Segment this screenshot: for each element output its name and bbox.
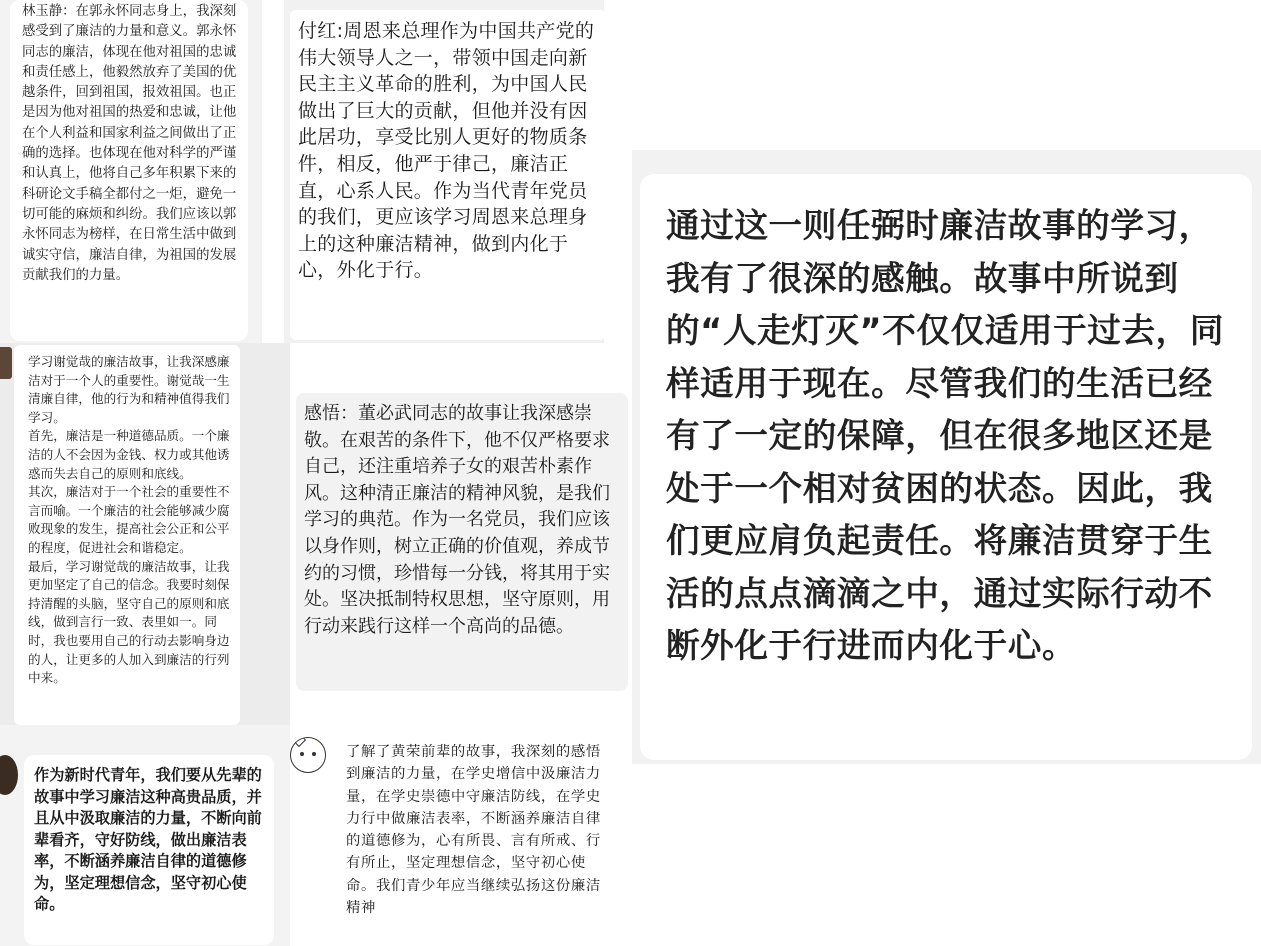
message-text: 了解了黄荣前辈的故事，我深刻的感悟到廉洁的力量，在学史增信中汲廉洁力量，在学史崇德中守廉洁防线，在学史力行中做廉洁表率，不断涵养廉洁自律的道德修为，心有所畏、言有所戒、行有所止，坚定理想信念，坚守初心使命。我们青少年应当继续弘扬这份廉洁精神 xyxy=(346,744,601,917)
message-text: 作为新时代青年，我们要从先辈的故事中学习廉洁这种高贵品质，并且从中汲取廉洁的力量，不断向前辈看齐，守好防线，做出廉洁表率，不断涵养廉洁自律的道德修为，坚定理想信念，坚守初心使命。 xyxy=(34,766,262,913)
chat-screenshot-huang-rong xyxy=(290,725,610,946)
message-bubble xyxy=(290,10,604,340)
message-bubble xyxy=(338,733,608,946)
message-text: 付红:周恩来总理作为中国共产党的伟大领导人之一，带领中国走向新民主主义革命的胜利，为中国人民做出了巨大的贡献，但他并没有因此居功，享受比别人更好的物质条件，相反，他严于律己，廉洁正直，心系人民。作为当代青年党员的我们，更应该学习周恩来总理身上的这种廉洁精神，做到内化于心，外化于行。 xyxy=(298,20,595,282)
cat-ear-icon xyxy=(292,737,306,747)
message-bubble xyxy=(14,345,240,725)
message-bubble xyxy=(10,0,248,341)
chat-screenshot-ren-bishi xyxy=(632,150,1261,764)
message-bubble xyxy=(24,755,274,945)
message-text: 学习谢觉哉的廉洁故事，让我深感廉洁对于一个人的重要性。谢觉哉一生清廉自律，他的行为和精神值得我们学习。 首先，廉洁是一种道德品质。一个廉洁的人不会因为金钱、权力或其他诱惑而失去自己的原则和底线。 其次，廉洁对于一个社会的重要性不言而喻。一个廉洁的社会能够减少腐败现象的发生，提高社会公正和公平的程度，促进社会和谐稳定。 最后，学习谢觉哉的廉洁故事，让我更加坚定了自己的信念。我要时刻保持清醒的头脑，坚守自己的原则和底线，做到言行一致、表里如一。同时，我也要用自己的行动去影响身边的人，让更多的人加入到廉洁的行列中来。 xyxy=(28,354,230,686)
cat-eye-icon xyxy=(312,752,316,756)
avatar[interactable] xyxy=(0,347,12,379)
message-bubble xyxy=(640,174,1252,760)
cat-eye-icon xyxy=(300,752,304,756)
bow-icon xyxy=(317,737,326,744)
cat-avatar-icon[interactable] xyxy=(290,737,326,773)
chat-screenshot-dong-biwu xyxy=(290,343,632,725)
message-text: 感悟：董必武同志的故事让我深感崇敬。在艰苦的条件下，他不仅严格要求自己，还注重培养子女的艰苦朴素作风。这种清正廉洁的精神风貌，是我们学习的典范。作为一名党员，我们应该以身作则，树立正确的价值观，养成节约的习惯，珍惜每一分钱，将其用于实处。坚决抵制特权思想，坚守原则，用行动来践行这样一个高尚的品德。 xyxy=(304,403,610,637)
bubble-tail xyxy=(640,232,643,248)
message-bubble xyxy=(296,393,628,691)
chat-screenshot-new-era-youth xyxy=(0,725,290,946)
message-text: 通过这一则任弼时廉洁故事的学习，我有了很深的感触。故事中所说到的“人走灯灭”不仅仅适用于过去，同样适用于现在。尽管我们的生活已经有了一定的保障，但在很多地区还是处于一个相对贫困的状态。因此，我们更应肩负起责任。将廉洁贯穿于生活的点点滴滴之中，通过实际行动不断外化于行进而内化于心。 xyxy=(666,206,1225,665)
chat-screenshot-xie-juezai xyxy=(0,343,290,725)
avatar[interactable] xyxy=(0,755,18,795)
chat-screenshot-zhou-enlai xyxy=(284,0,604,343)
chat-screenshot-guo-yonghuai xyxy=(0,0,262,343)
message-text: 林玉静：在郭永怀同志身上，我深刻感受到了廉洁的力量和意义。郭永怀同志的廉洁，体现在他对祖国的忠诚和责任感上，他毅然放弃了美国的优越条件，回到祖国，报效祖国。也正是因为他对祖国的热爱和忠诚，让他在个人利益和国家利益之间做出了正确的选择。也体现在他对科学的严谨和认真上，他将自己多年积累下来的科研论文手稿全都付之一炬，避免一切可能的麻烦和纠纷。我们应该以郭永怀同志为榜样，在日常生活中做到诚实守信，廉洁自律，为祖国的发展贡献我们的力量。 xyxy=(22,4,237,283)
